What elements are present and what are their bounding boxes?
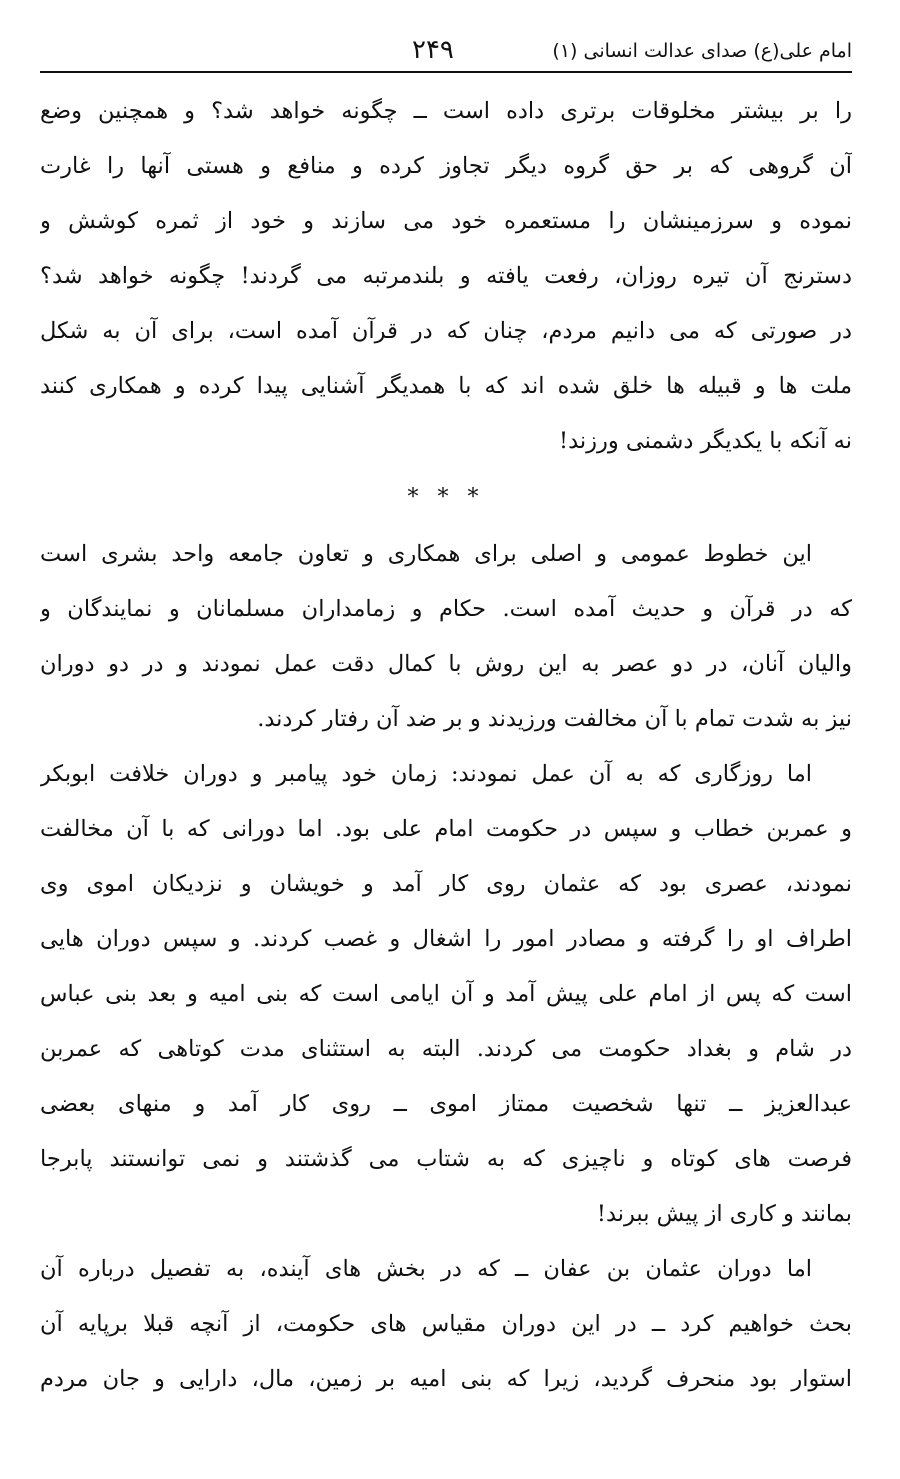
text-line: نیز به شدت تمام با آن مخالفت ورزیدند و بر ضد آن رفتار کردند. (257, 706, 852, 732)
text-line: آن گروهی که بر حق گروه دیگر تجاوز کرده و منافع و هستی آنها را غارت (40, 153, 852, 179)
text-line: نمودند، عصری بود که عثمان روی کار آمد و خویشان و نزدیکان اموی وی (40, 871, 852, 897)
text-line: این خطوط عمومی و اصلی برای همکاری و تعاون جامعه واحد بشری است (40, 541, 812, 567)
text-line: اما روزگاری که به آن عمل نمودند: زمان خود پیامبر و دوران خلافت ابوبکر (40, 761, 812, 787)
text-line: ملت ها و قبیله ها خلق شده اند که با همدیگر آشنایی پیدا کرده و همکاری کنند (40, 373, 852, 399)
text-line: و عمربن خطاب و سپس در حکومت امام علی بود. اما دورانی که با آن مخالفت (40, 816, 852, 842)
header-rule (40, 71, 852, 73)
page-number: ۲۴۹ (412, 35, 454, 65)
text-line: فرصت های کوتاه و ناچیزی که به شتاب می گذشتند و نمی توانستند پابرجا (40, 1146, 852, 1172)
paragraph-4 (40, 1242, 852, 1407)
section-separator: * * * (407, 485, 485, 510)
text-line: که در قرآن و حدیث آمده است. حکام و زمامداران مسلمانان و نمایندگان و (40, 596, 852, 622)
text-line: عبدالعزیز ــ تنها شخصیت ممتاز اموی ــ روی کار آمد و منهای بعضی (40, 1091, 852, 1117)
text-line: اما دوران عثمان بن عفان ــ که در بخش های آینده، به تفصیل درباره آن (40, 1256, 812, 1282)
running-title: امام علی(ع) صدای عدالت انسانی (۱) (552, 40, 852, 62)
text-line: والیان آنان، در دو عصر به این روش با کمال دقت عمل نمودند و در دو دوران (40, 651, 852, 677)
page-header (40, 36, 852, 70)
text-line: در صورتی که می دانیم مردم، چنان که در قرآن آمده است، برای آن به شکل (40, 318, 852, 344)
text-line: است که پس از امام علی پیش آمد و آن ایامی است که بنی امیه و بعد بنی عباس (40, 981, 852, 1007)
text-line: در شام و بغداد حکومت می کردند. البته به استثنای مدت کوتاهی که عمربن (40, 1036, 852, 1062)
text-line: نه آنکه با یکدیگر دشمنی ورزند! (559, 428, 852, 454)
paragraph-3 (40, 747, 852, 1242)
paragraph-1 (40, 84, 852, 469)
text-line: اطراف او را گرفته و مصادر امور را اشغال و غصب کردند. و سپس دوران هایی (40, 926, 852, 952)
book-page (40, 0, 852, 1479)
text-line: را بر بیشتر مخلوقات برتری داده است ــ چگونه خواهد شد؟ و همچنین وضع (40, 98, 852, 124)
text-line: بمانند و کاری از پیش ببرند! (596, 1201, 852, 1227)
body-text (40, 84, 852, 1407)
text-line: استوار بود منحرف گردید، زیرا که بنی امیه بر زمین، مال، دارایی و جان مردم (40, 1366, 852, 1392)
text-line: دسترنج آن تیره روزان، رفعت یافته و بلندمرتبه می گردند! چگونه خواهد شد؟ (40, 263, 852, 289)
paragraph-2 (40, 527, 852, 747)
text-line: بحث خواهیم کرد ــ در این دوران مقیاس های حکومت، از آنچه قبلا برپایه آن (40, 1311, 852, 1337)
text-line: نموده و سرزمینشان را مستعمره خود می سازند و خود از ثمره کوشش و (40, 208, 852, 234)
